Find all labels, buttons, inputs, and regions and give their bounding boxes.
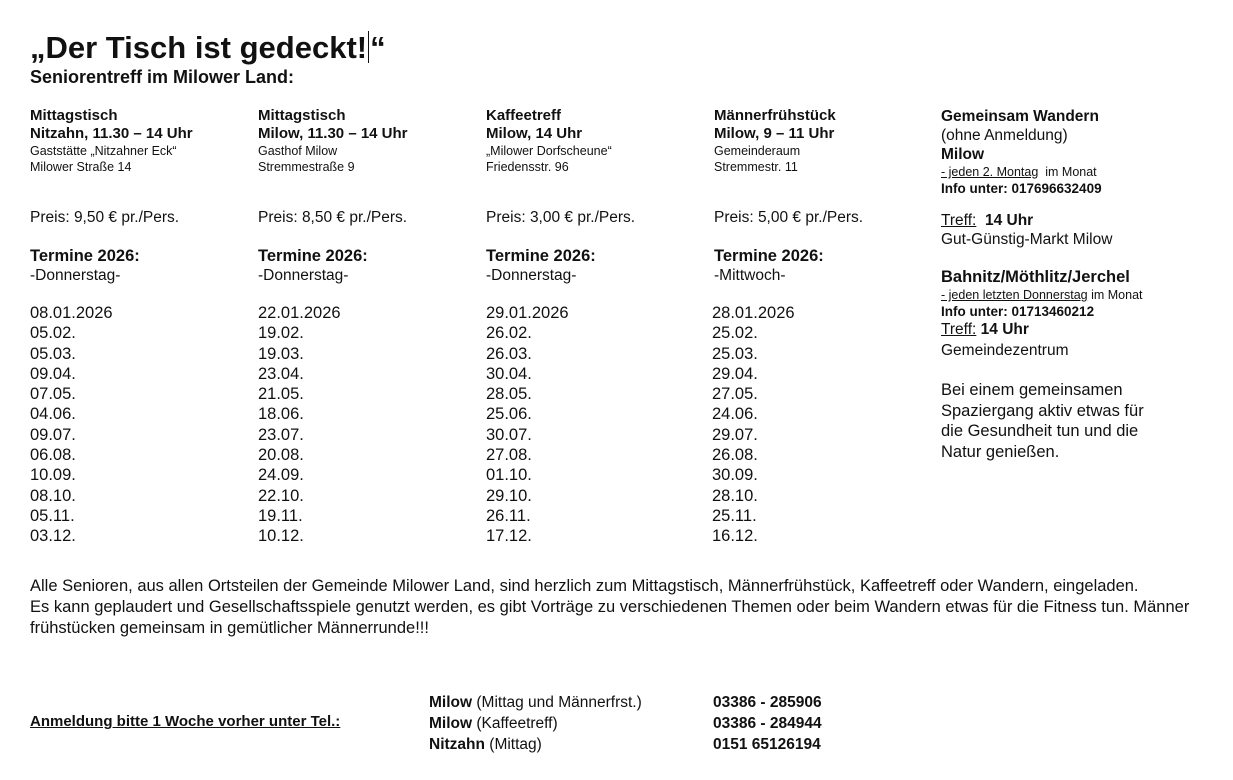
date-item: 29.01.2026 (486, 304, 569, 322)
treff-label: Treff: (941, 212, 977, 229)
date-item: 24.09. (258, 466, 304, 485)
invitation-paragraph-1: Alle Senioren, aus allen Ortsteilen der Gemeinde Milower Land, sind herzlich zum Mittagstisch, Männerfrühstück, Kaffeetreff oder Wandern, eingeladen. (30, 577, 1139, 595)
date-item: 23.04. (258, 364, 304, 383)
date-list (258, 303, 341, 547)
contact-phone: 0151 65126194 (713, 736, 821, 753)
offer-venue: Gemeinderaum (714, 144, 801, 158)
date-item: 08.01.2026 (30, 304, 113, 322)
price-label: Preis: (486, 209, 526, 226)
schedule-underlined: - jeden 2. Montag (941, 165, 1039, 179)
offer-place-time: Nitzahn, 11.30 – 14 Uhr (30, 125, 193, 142)
offer-type: Mittagstisch (30, 107, 118, 124)
date-item: 10.09. (30, 466, 76, 485)
treff-time: 14 Uhr (980, 321, 1029, 338)
offer-type: Männerfrühstück (714, 107, 836, 124)
price-label: Preis: (258, 209, 298, 226)
offer-venue: Gaststätte „Nitzahner Eck“ (30, 144, 177, 158)
date-item: 07.05. (30, 385, 76, 404)
date-item: 22.10. (258, 486, 304, 505)
schedule-underlined: - jeden letzten Donnerstag (941, 288, 1088, 302)
date-item: 29.04. (712, 364, 758, 383)
offer-type: Kaffeetreff (486, 107, 562, 124)
hiking-bahnitz-treff (941, 320, 1201, 339)
date-item: 25.03. (712, 344, 758, 363)
dates-heading: Termine 2026: (486, 247, 596, 265)
weekday-label: -Mittwoch- (714, 267, 786, 284)
date-list (486, 303, 569, 547)
date-item: 29.07. (712, 425, 758, 444)
offer-place-time: Milow, 14 Uhr (486, 125, 583, 142)
offer-type: Mittagstisch (258, 107, 346, 124)
date-item: 25.11. (712, 506, 757, 525)
date-item: 20.08. (258, 446, 304, 465)
hiking-bahnitz-schedule (941, 287, 1201, 303)
date-item: 03.12. (30, 527, 76, 546)
title-text-start: „Der Tisch ist gedeckt! (30, 30, 368, 65)
registration-label: Anmeldung bitte 1 Woche vorher unter Tel.: (30, 713, 341, 730)
offer-column-milow-mittagstisch (258, 107, 480, 546)
date-item: 10.12. (258, 527, 304, 546)
hiking-milow-schedule (941, 164, 1201, 180)
price-value: 9,50 € pr./Pers. (73, 209, 180, 226)
contact-place: Nitzahn (429, 736, 485, 753)
offer-price (714, 209, 863, 227)
date-item: 26.03. (486, 344, 532, 363)
date-item: 05.02. (30, 324, 76, 343)
date-item: 30.07. (486, 425, 532, 444)
date-item: 16.12. (712, 527, 758, 546)
date-item: 18.06. (258, 405, 304, 424)
weekday-label: -Donnerstag- (486, 267, 577, 284)
offer-address: Milower Straße 14 (30, 160, 132, 174)
date-item: 28.01.2026 (712, 304, 795, 322)
hiking-milow-treff (941, 211, 1201, 230)
date-item: 22.01.2026 (258, 304, 341, 322)
date-item: 25.06. (486, 405, 532, 424)
contact-phone: 03386 - 284944 (713, 715, 822, 732)
date-item: 25.02. (712, 324, 758, 343)
schedule-rest: im Monat (1045, 165, 1097, 179)
date-item: 23.07. (258, 425, 304, 444)
contact-place: Milow (429, 715, 473, 732)
offer-price (30, 209, 179, 227)
date-item: 27.08. (486, 446, 532, 465)
date-item: 27.05. (712, 385, 758, 404)
date-item: 19.02. (258, 324, 304, 343)
hiking-milow-place: Milow (941, 146, 985, 163)
hiking-description (941, 380, 1201, 462)
dates-heading: Termine 2026: (30, 247, 140, 265)
hiking-section (941, 107, 1201, 462)
title-text-end: “ (370, 30, 386, 65)
offer-column-maennerfruehstueck (712, 107, 936, 546)
description-line: Natur genießen. (941, 442, 1060, 461)
date-item: 08.10. (30, 486, 76, 505)
price-value: 5,00 € pr./Pers. (757, 209, 864, 226)
text-cursor (368, 31, 369, 63)
treff-label: Treff: (941, 321, 977, 338)
date-item: 26.11. (486, 506, 531, 525)
contact-phone: 03386 - 285906 (713, 694, 822, 711)
price-value: 8,50 € pr./Pers. (301, 209, 408, 226)
offer-venue: „Milower Dorfscheune“ (486, 144, 612, 158)
offer-column-nitzahn-mittagstisch (30, 107, 252, 546)
offer-price (258, 209, 407, 227)
offer-address: Friedensstr. 96 (486, 160, 569, 174)
hiking-milow-info: Info unter: 017696632409 (941, 181, 1102, 196)
dates-heading: Termine 2026: (714, 247, 824, 265)
contact-place: Milow (429, 694, 473, 711)
price-value: 3,00 € pr./Pers. (529, 209, 636, 226)
treff-time: 14 Uhr (984, 212, 1034, 229)
page-title (30, 30, 386, 66)
date-item: 19.03. (258, 344, 304, 363)
date-item: 04.06. (30, 405, 76, 424)
hiking-bahnitz-meeting-point: Gemeindezentrum (941, 342, 1069, 359)
price-label: Preis: (714, 209, 754, 226)
date-item: 19.11. (258, 506, 303, 525)
date-item: 29.10. (486, 486, 532, 505)
date-item: 21.05. (258, 385, 304, 404)
contact-detail: (Mittag und Männerfrst.) (476, 694, 642, 711)
offer-price (486, 209, 635, 227)
page-subtitle: Seniorentreff im Milower Land: (30, 67, 295, 87)
offer-address: Stremmestraße 9 (258, 160, 355, 174)
offer-column-milow-kaffeetreff (486, 107, 708, 546)
date-item: 05.11. (30, 506, 75, 525)
invitation-paragraph-2: Es kann geplaudert und Gesellschaftsspiele genutzt werden, es gibt Vorträge zu verschiedenen Themen oder beim Wandern etwas für die Fitness tun. Männer frühstücken gemeinsam in gemütlicher Männerrunde!!! (30, 598, 1190, 637)
schedule-rest: im Monat (1091, 288, 1143, 302)
hiking-note: (ohne Anmeldung) (941, 127, 1068, 144)
date-item: 28.10. (712, 486, 758, 505)
date-item: 30.09. (712, 466, 758, 485)
description-line: die Gesundheit tun und die (941, 422, 1139, 440)
contact-detail: (Mittag) (489, 736, 542, 753)
contact-detail: (Kaffeetreff) (476, 715, 558, 732)
hiking-heading: Gemeinsam Wandern (941, 108, 1099, 125)
date-item: 26.08. (712, 446, 758, 465)
description-line: Spaziergang aktiv etwas für (941, 401, 1144, 420)
offer-venue: Gasthof Milow (258, 144, 338, 158)
hiking-milow-meeting-point: Gut-Günstig-Markt Milow (941, 231, 1113, 248)
date-item: 26.02. (486, 324, 532, 343)
hiking-bahnitz-info: Info unter: 01713460212 (941, 304, 1095, 319)
date-item: 05.03. (30, 344, 76, 363)
date-item: 06.08. (30, 446, 76, 465)
dates-heading: Termine 2026: (258, 247, 368, 265)
description-line: Bei einem gemeinsamen (941, 381, 1123, 399)
date-list (712, 303, 795, 547)
invitation-text (30, 576, 1190, 639)
date-item: 24.06. (712, 405, 758, 424)
offer-place-time: Milow, 11.30 – 14 Uhr (258, 125, 408, 142)
weekday-label: -Donnerstag- (30, 267, 121, 284)
date-item: 09.04. (30, 364, 76, 383)
date-item: 09.07. (30, 425, 76, 444)
offer-place-time: Milow, 9 – 11 Uhr (714, 125, 835, 142)
weekday-label: -Donnerstag- (258, 267, 349, 284)
date-item: 28.05. (486, 385, 532, 404)
hiking-bahnitz-place: Bahnitz/Möthlitz/Jerchel (941, 268, 1130, 286)
offer-address: Stremmestr. 11 (714, 160, 798, 174)
date-list (30, 303, 113, 547)
price-label: Preis: (30, 209, 70, 226)
date-item: 01.10. (486, 466, 532, 485)
date-item: 30.04. (486, 364, 532, 383)
date-item: 17.12. (486, 527, 532, 546)
